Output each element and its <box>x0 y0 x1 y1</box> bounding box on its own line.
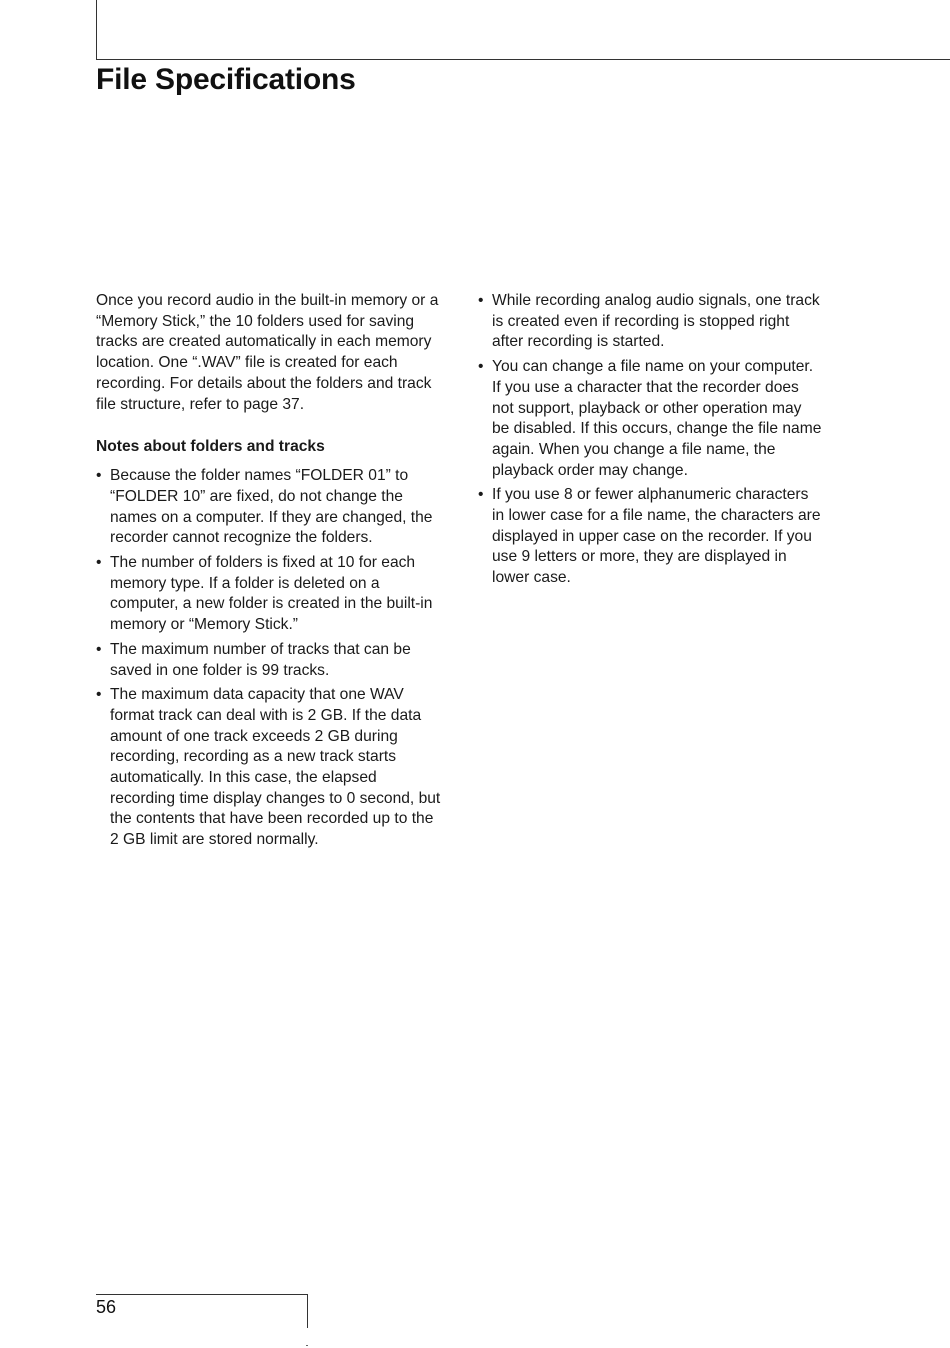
page-number: 56 <box>96 1297 117 1317</box>
list-item-text: You can change a file name on your computer. If you use a character that the recorder does not support, playback or other operation may be disabled. If this occurs, change the file name again. When you change a file name, the playback order may change. <box>492 358 822 479</box>
bullet-icon: • <box>96 686 102 704</box>
footer-rule-horizontal <box>96 1294 308 1295</box>
bullet-icon: • <box>478 358 484 376</box>
bullet-icon: • <box>478 292 484 309</box>
list-item-text: If you use 8 or fewer alphanumeric characters in lower case for a file name, the characters are displayed in upper case on the recorder. If you use 9 letters or more, they are displayed in lower case. <box>492 486 821 587</box>
list-item-text: The number of folders is fixed at 10 for each memory type. If a folder is deleted on a computer, a new folder is created in the built-in memory or “Memory Stick.” <box>110 554 433 634</box>
list-item-text: Because the folder names “FOLDER 01” to “FOLDER 10” are fixed, do not change the names on a computer. If they are changed, the recorder cannot recognize the folders. <box>110 467 433 547</box>
intro-paragraph: Once you record audio in the built-in memory or a “Memory Stick,” the 10 folders used for saving tracks are created automatically in each memory location. One “.WAV” file is created for each recording. For details about the folders and track file structure, refer to page 37. <box>96 292 439 413</box>
list-item <box>96 640 441 681</box>
list-item <box>96 466 441 549</box>
list-item <box>478 485 823 589</box>
page-title: File Specifications <box>96 63 356 96</box>
notes-heading: Notes about folders and tracks <box>96 438 325 456</box>
bullet-icon: • <box>96 554 102 572</box>
list-item-text: While recording analog audio signals, one track is created even if recording is stopped right after recording is started. <box>492 292 820 351</box>
right-column <box>478 291 823 593</box>
list-item <box>96 685 441 851</box>
list-item <box>96 553 441 636</box>
list-item <box>478 357 823 481</box>
footer-mark <box>306 1345 308 1346</box>
notes-list <box>96 466 441 851</box>
list-item-text: The maximum number of tracks that can be saved in one folder is 99 tracks. <box>110 640 411 679</box>
notes-list-continued <box>478 291 823 589</box>
header-rule-vertical <box>96 0 97 60</box>
footer-rule-vertical <box>307 1294 308 1328</box>
list-item-text: The maximum data capacity that one WAV format track can deal with is 2 GB. If the data amount of one track exceeds 2 GB during recording, recording as a new track starts automatically. In this case, the elapsed recording time display changes to 0 second, but the contents that have been recorded up to the 2 GB limit are stored normally. <box>110 686 441 849</box>
left-column <box>96 291 441 855</box>
bullet-icon: • <box>96 640 102 658</box>
bullet-icon: • <box>478 486 484 504</box>
list-item <box>478 291 823 353</box>
bullet-icon: • <box>96 467 102 485</box>
